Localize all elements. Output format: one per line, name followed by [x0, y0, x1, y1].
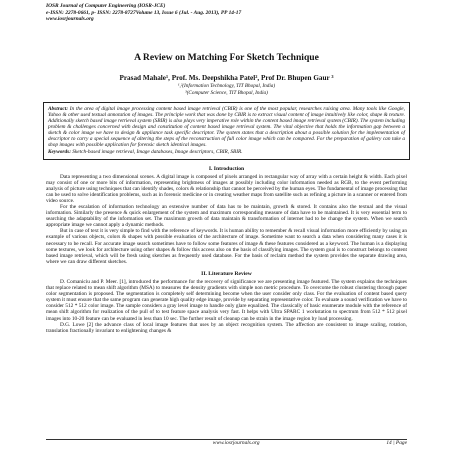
- abstract-text: In the area of digital image processing content based image retrieval (CBIR) is one of the most popular, researches raising area. Many tools like Google, Yahoo & other used textual annotation of images. The principle work that was done by CBIR is to extract visual content of image intuitively like color, shape & texture. Additionally sketch based image retrieval system (SBIR) is also plays very imperative role within the content based image retrieval system (CBIR). The system including problem & challenges concerned with design and constitution of content based image retrieval system. The vital objective that holds the information gap between a sketch & color image we have to design & appliance task specific descriptor. The system states that a description about a possible solution for the implementation of descriptor to carry a special sequence of altering the steps of the reconstruction of full color image which can be compared. For the preparation of gallery can take a shop images with possible application for forensic sketch identical images.: [48, 105, 405, 149]
- keywords-label: Keywords:: [48, 149, 71, 156]
- journal-name: IOSR Journal of Computer Engineering (IOSR-JCE): [46, 3, 166, 9]
- journal-issn: e-ISSN: 2278-0661, p- ISSN: 2278-8727Volume 13, Issue 6 (Jul. - Aug. 2013), PP 14-17: [46, 9, 242, 16]
- footer-page-number: 14 | Page: [386, 440, 407, 446]
- footer-site: www.iosrjournals.org: [212, 440, 260, 446]
- section-heading-introduction: I. Introduction: [208, 165, 245, 172]
- lit-paragraph-1: D. Comaniciu and P. Meer. [1], introduced the performance for the recovery of significance we are presenting image featured. The system explains the techniques that replace related to mean shift algorithm (MSA) to measures the density gradients with simple non metric procedure. To overcome the robust clustering through paper color segmentation is proposed. The segmentation is completely self determining become when the user consider only class. For the evaluation of content based query system it must ensure that the same program can generate high quality edge image, provide by separating representative color. To evaluate a sound verification we have to consider 512 * 512 color image. The sample considers a gray level image to handle only glare equalized. The classically of basic enumerate module with the reference of mean shift algorithm for realization of the pull of to test feature space analysis very fast. It helps with Ultra SPARC 1 workstation to spectrum from 512 * 512 pixel images into 10-20 feature can be evaluated in less than 10 sec. The further result of cleanup can be strain in the image region by load processing.: [46, 278, 407, 322]
- literature-review-body: [46, 279, 407, 334]
- intro-paragraph-3: But in case of text it is very simple to find with the reference of keywords. It is human ability to remember & recall visual information more efficiently by using an example of various objects, colors & shapes with possible evaluation of the architecture of image. Sometime want to search a data when considering many cases it is necessary to be recall. For accurate image search sometimes have to follow some features of image & these features considered as a keyword. The human is a displaying some textures, we look for architecture using other shapes & follow this access also on the basis of classifying images. The system goal is to construct belongs to content based image retrieval, which will be fresh using sketches as frequently used database. For the basis of reclaim method the system provides the separate drawing area, where we can draw different sketches.: [46, 228, 407, 265]
- abstract-box: [43, 102, 410, 160]
- page-footer: [46, 439, 407, 447]
- journal-site: www.iosrjournals.org: [46, 16, 94, 23]
- paper-title: A Review on Matching For Sketch Technique: [134, 51, 319, 63]
- journal-header: [46, 3, 407, 23]
- intro-paragraph-2: For the escalation of information technology an extensive number of data has to be maintain, growth & stored. It contains also the textual and the visual information. Similarly the presence & quick enlargement of the system and maximum corresponding measure of data have to be maintained. It is very essential term to searching the adaptability of the information set. The maximum growth of data maintain & transformation of internet had to be change the system. When we search appropriate image we cannot apply a dynamic methods.: [46, 204, 407, 229]
- affiliation-2: ³(Computer Science, TIT Bhopal, India): [185, 89, 268, 96]
- keywords-line: [48, 149, 405, 155]
- section-heading-literature-review: II. Literature Review: [201, 270, 252, 277]
- introduction-body: [46, 174, 407, 265]
- lit-paragraph-2: D.G. Lowe [2] the advance class of local image features that uses by an object recognition system. The affection are consistent to image scaling, rotation, translation fractionally invariant to enlightening changes &: [46, 321, 407, 334]
- affiliation-1: ¹,²(Information Technology, TIT Bhopal, India): [177, 82, 276, 89]
- paper-authors: Prasad Mahale¹, Prof. Ms. Deepshikha Patel², Prof Dr. Bhupen Gaur ³: [119, 73, 334, 82]
- abstract-paragraph: [48, 106, 405, 149]
- keywords-text: Sketch-based image retrieval, Image databases, Image descriptors, CBIR, SBIR.: [70, 149, 243, 156]
- intro-paragraph-1: Data representing a two dimensional scenes. A digital image is composed of pixels arranged in rectangular way of array with a certain height & width. Each pixel may consist of one or more bits of information, representing brightness of images at possibly including color information needed as RGB, to the event performing analysis of picture using techniques that can identify shades, colors & relationship that cannot be perceived by the human eyes. The fundamental of image processing that can be used to solve identification problems, such as in forensic medicine or in creating weather maps from satellite such as refining a picture in a scanner or entered from video source.: [46, 173, 407, 204]
- abstract-label: Abstract:: [48, 105, 69, 112]
